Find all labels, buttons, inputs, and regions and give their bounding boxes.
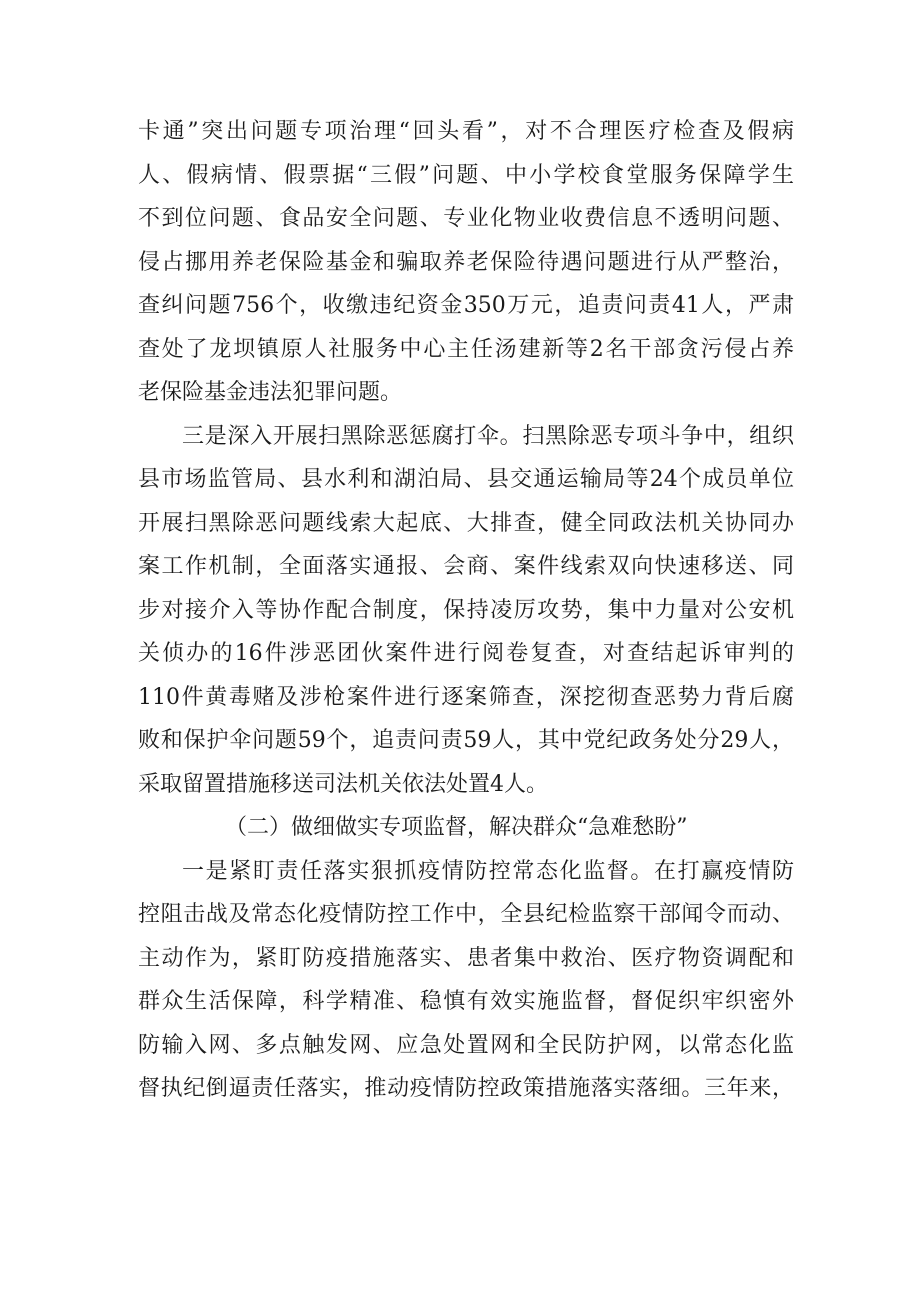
- text-line: 关侦办的16件涉恶团伙案件进行阅卷复查，对查结起诉审判的: [138, 641, 794, 666]
- paragraph-3: [138, 850, 794, 1111]
- section-heading-text: （二）做细做实专项监督，解决群众“急难愁盼”: [225, 815, 688, 840]
- document-page: [138, 110, 794, 1111]
- text-line: 控阻击战及常态化疫情防控工作中，全县纪检监察干部闻令而动、: [138, 902, 794, 927]
- text-line: 老保险基金违法犯罪问题。: [138, 380, 403, 405]
- text-line: 主动作为，紧盯防疫措施落实、患者集中救治、医疗物资调配和: [138, 945, 794, 971]
- text-line: 110件黄毒赌及涉枪案件进行逐案筛查，深挖彻查恶势力背后腐: [138, 684, 794, 710]
- text-line: 败和保护伞问题59个，追责问责59人，其中党纪政务处分29人，: [138, 728, 794, 753]
- text-line: 人、假病情、假票据“三假”问题、中小学校食堂服务保障学生: [138, 162, 794, 188]
- text-line: 步对接介入等协作配合制度，保持凌厉攻势，集中力量对公安机: [138, 597, 794, 623]
- text-line: 督执纪倒逼责任落实，推动疫情防控政策措施落实落细。三年来，: [138, 1076, 794, 1101]
- paragraph-1: [138, 110, 794, 415]
- text-line: 不到位问题、食品安全问题、专业化物业收费信息不透明问题、: [138, 206, 794, 231]
- text-line: 县市场监管局、县水利和湖泊局、县交通运输局等24个成员单位: [138, 467, 794, 492]
- text-line: 三是深入开展扫黑除恶惩腐打伞。扫黑除恶专项斗争中，组织: [182, 423, 794, 449]
- text-line: 侵占挪用养老保险基金和骗取养老保险待遇问题进行从严整治，: [138, 249, 794, 275]
- text-line: 卡通”突出问题专项治理“回头看”，对不合理医疗检查及假病: [138, 119, 794, 144]
- text-line: 采取留置措施移送司法机关依法处置4人。: [138, 771, 548, 797]
- text-line: 开展扫黑除恶问题线索大起底、大排查，健全同政法机关协同办: [138, 510, 794, 536]
- text-line: 查纠问题756个，收缴违纪资金350万元，追责问责41人，严肃: [138, 293, 794, 318]
- text-line: 查处了龙坝镇原人社服务中心主任汤建新等2名干部贪污侵占养: [138, 336, 794, 362]
- paragraph-2: [138, 415, 794, 807]
- text-line: 群众生活保障，科学精准、稳慎有效实施监督，督促织牢织密外: [138, 989, 794, 1014]
- text-line: 防输入网、多点触发网、应急处置网和全民防护网，以常态化监: [138, 1032, 794, 1058]
- section-heading: [138, 806, 794, 850]
- text-line: 一是紧盯责任落实狠抓疫情防控常态化监督。在打赢疫情防: [182, 858, 794, 884]
- text-line: 案工作机制，全面落实通报、会商、案件线索双向快速移送、同: [138, 554, 794, 579]
